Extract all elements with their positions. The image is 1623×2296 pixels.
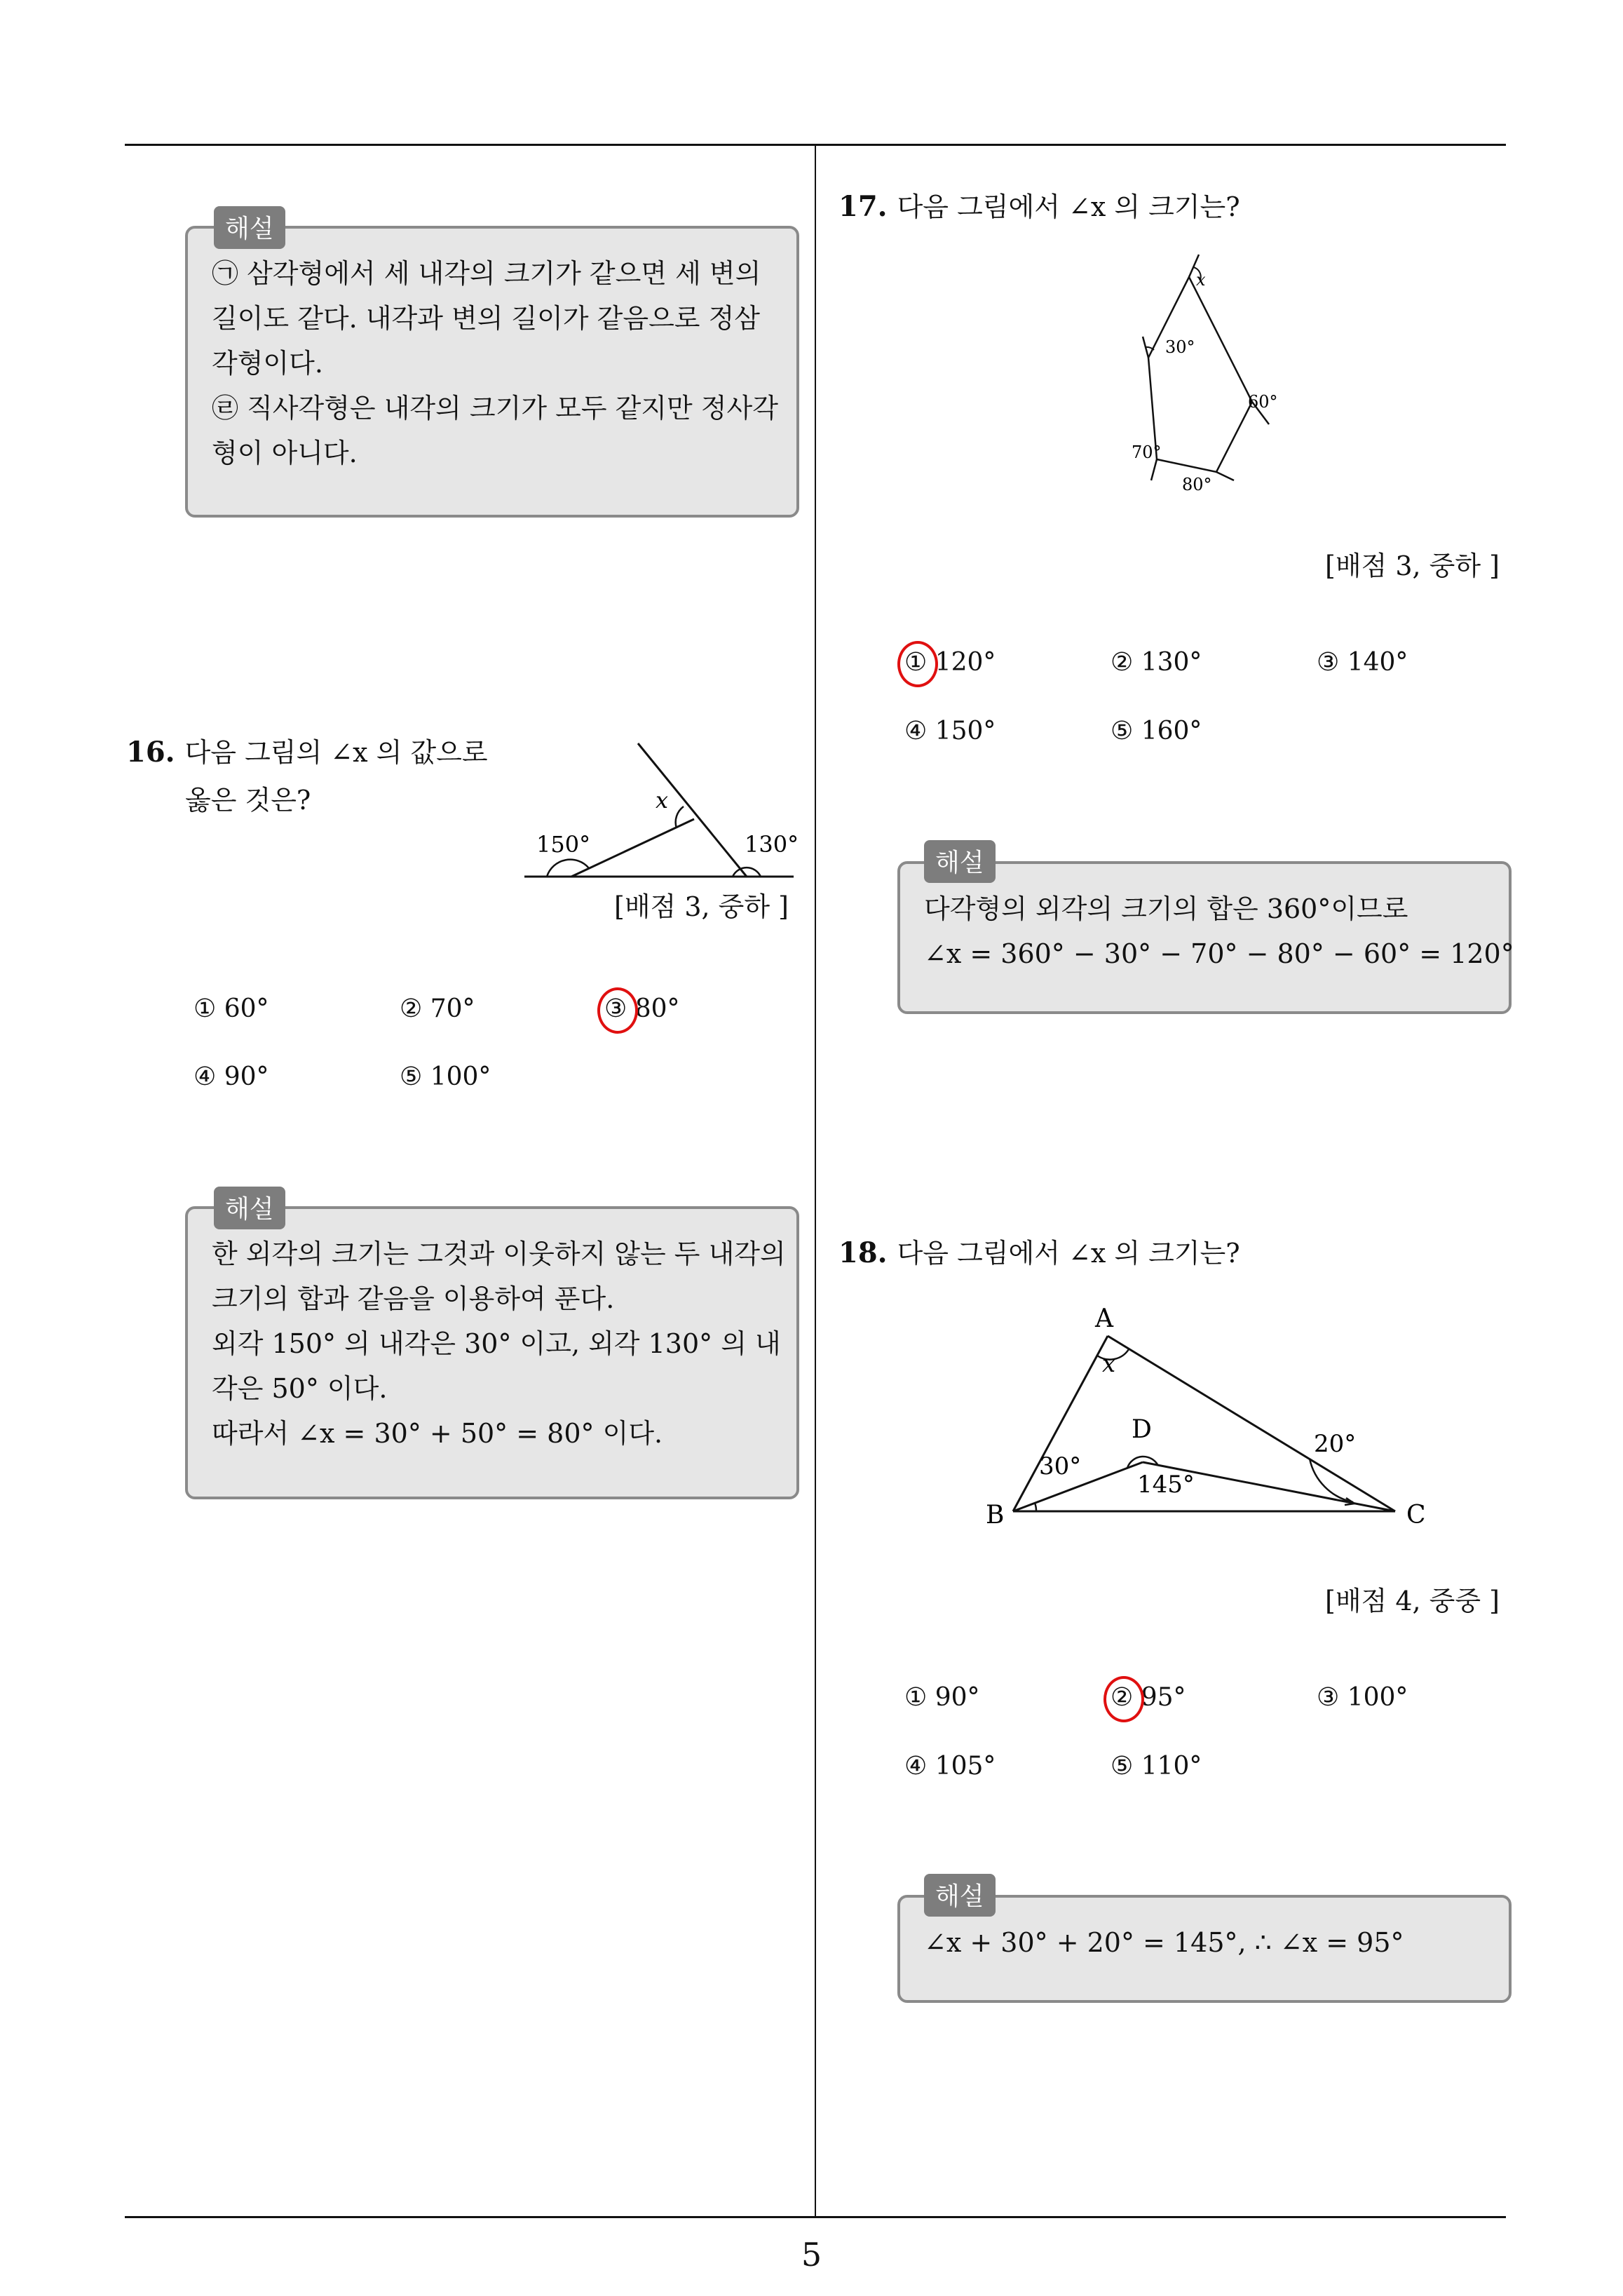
- question-text: 다음 그림에서 ∠x 의 크기는?: [897, 1238, 1240, 1269]
- choice-2[interactable]: ② 70°: [400, 994, 475, 1023]
- solution-tag: 해설: [214, 1187, 285, 1229]
- question-number: 16.: [126, 736, 175, 769]
- solution-line: 외각 150° 의 내각은 30° 이고, 외각 130° 의 내: [212, 1328, 781, 1359]
- label-145: 145°: [1137, 1471, 1195, 1499]
- choice-4[interactable]: ④ 150°: [904, 717, 996, 745]
- bottom-rule: [125, 2216, 1506, 2218]
- answer-mark: [897, 641, 938, 687]
- question-text: 다음 그림의 ∠x 의 값으로: [184, 737, 488, 768]
- choice-5[interactable]: ⑤ 110°: [1111, 1752, 1202, 1781]
- solution-tag: 해설: [214, 206, 285, 249]
- solution-line: ㉠ 삼각형에서 세 내각의 크기가 같으면 세 변의: [212, 258, 761, 289]
- label-80: 80°: [1182, 475, 1212, 494]
- solution-line: ∠x + 30° + 20° = 145°, ∴ ∠x = 95°: [924, 1927, 1404, 1958]
- answer-mark: [597, 987, 638, 1034]
- vertex-D: D: [1132, 1415, 1152, 1444]
- label-60: 60°: [1248, 392, 1278, 412]
- solution-line: 크기의 합과 같음을 이용하여 푼다.: [212, 1283, 615, 1314]
- solution-line: ㉣ 직사각형은 내각의 크기가 모두 같지만 정사각: [212, 393, 778, 424]
- q17-solution-box: [897, 861, 1512, 1014]
- answer-mark: [1103, 1676, 1144, 1722]
- prev-solution-box: [185, 226, 799, 518]
- solution-line: 길이도 같다. 내각과 변의 길이가 같음으로 정삼: [212, 303, 761, 334]
- label-30: 30°: [1039, 1452, 1082, 1480]
- label-150: 150°: [536, 831, 591, 858]
- question-16-line2: 옳은 것은?: [185, 785, 311, 816]
- label-x: x: [1102, 1350, 1116, 1378]
- question-16: [126, 731, 488, 769]
- q17-figure: [1122, 249, 1290, 501]
- choice-3[interactable]: ③ 80°: [604, 994, 680, 1023]
- choice-5[interactable]: ⑤ 160°: [1111, 717, 1202, 745]
- label-70: 70°: [1132, 443, 1162, 462]
- question-17: [838, 185, 1240, 224]
- solution-line: 다각형의 외각의 크기의 합은 360°이므로: [924, 893, 1408, 924]
- solution-line: 따라서 ∠x = 30° + 50° = 80° 이다.: [212, 1418, 663, 1449]
- question-number: 17.: [838, 190, 888, 223]
- question-number: 18.: [838, 1236, 888, 1269]
- vertex-B: B: [986, 1501, 1005, 1529]
- column-divider: [815, 145, 816, 2217]
- choice-3[interactable]: ③ 140°: [1317, 648, 1408, 677]
- solution-line: 한 외각의 크기는 그것과 이웃하지 않는 두 내각의: [212, 1238, 786, 1269]
- label-20: 20°: [1314, 1430, 1357, 1458]
- solution-tag: 해설: [924, 840, 996, 883]
- q18-figure: [975, 1297, 1451, 1536]
- solution-tag: 해설: [924, 1874, 996, 1917]
- score: [배점 3, 중하 ]: [1325, 551, 1500, 581]
- choice-3[interactable]: ③ 100°: [1317, 1683, 1408, 1712]
- question-18: [838, 1231, 1240, 1270]
- choice-5[interactable]: ⑤ 100°: [400, 1062, 491, 1091]
- q16-solution-box: [185, 1206, 799, 1499]
- vertex-A: A: [1095, 1304, 1113, 1333]
- label-x: x: [656, 787, 669, 813]
- solution-line: 각형이다.: [212, 348, 323, 379]
- label-130: 130°: [745, 831, 799, 858]
- question-text: 다음 그림에서 ∠x 의 크기는?: [897, 191, 1240, 222]
- solution-line: ∠x = 360° − 30° − 70° − 80° − 60° = 120°: [924, 938, 1514, 969]
- vertex-C: C: [1406, 1501, 1426, 1529]
- label-30: 30°: [1165, 337, 1195, 357]
- label-x: x: [1196, 270, 1206, 290]
- choice-4[interactable]: ④ 90°: [193, 1062, 269, 1091]
- choice-2[interactable]: ② 95°: [1111, 1683, 1186, 1712]
- solution-line: 형이 아니다.: [212, 438, 358, 468]
- choice-1[interactable]: ① 120°: [904, 648, 996, 677]
- score: [배점 3, 중하 ]: [614, 891, 789, 922]
- choice-1[interactable]: ① 60°: [193, 994, 269, 1023]
- score: [배점 4, 중중 ]: [1325, 1586, 1500, 1616]
- choice-4[interactable]: ④ 105°: [904, 1752, 996, 1781]
- page-number: 5: [801, 2236, 822, 2274]
- choice-2[interactable]: ② 130°: [1111, 648, 1202, 677]
- choice-1[interactable]: ① 90°: [904, 1683, 980, 1712]
- q16-figure: [519, 736, 799, 884]
- solution-line: 각은 50° 이다.: [212, 1373, 388, 1404]
